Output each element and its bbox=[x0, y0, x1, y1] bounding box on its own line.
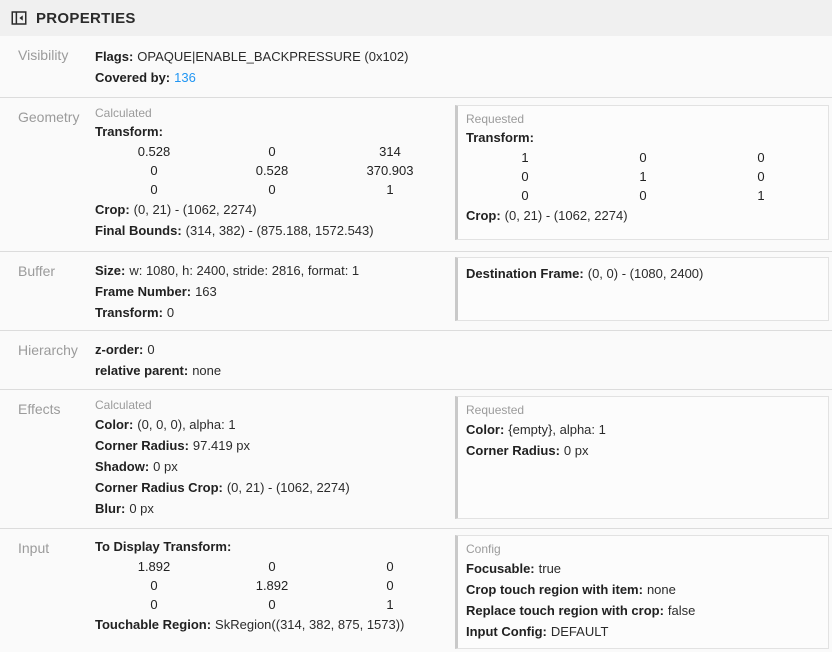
destination-frame-row bbox=[466, 263, 820, 284]
relative-parent-label: relative parent: bbox=[95, 363, 189, 378]
buffer-transform-label: Transform: bbox=[95, 305, 163, 320]
matrix-cell: 1 bbox=[639, 169, 647, 184]
crop-value: (0, 21) - (1062, 2274) bbox=[133, 202, 257, 217]
matrix-cell: 1 bbox=[521, 150, 529, 165]
matrix-cell: 0 bbox=[757, 169, 765, 184]
matrix-cell: 0 bbox=[521, 188, 529, 203]
destination-frame-value: (0, 0) - (1080, 2400) bbox=[587, 266, 704, 281]
requested-group-label: Requested bbox=[466, 112, 525, 126]
shadow-label: Shadow: bbox=[95, 459, 150, 474]
final-bounds-row bbox=[95, 220, 455, 241]
calculated-transform-matrix bbox=[95, 142, 455, 199]
section-label-visibility: Visibility bbox=[18, 47, 69, 63]
corner-radius-label: Corner Radius: bbox=[466, 443, 560, 458]
section-label-input: Input bbox=[18, 540, 50, 556]
effects-requested-box bbox=[455, 396, 829, 519]
input-config-box bbox=[455, 535, 829, 649]
matrix-cell: 1 bbox=[386, 597, 394, 612]
calculated-group-label: Calculated bbox=[95, 106, 152, 120]
matrix-cell: 1.892 bbox=[137, 559, 171, 574]
transform-label: Transform: bbox=[95, 124, 163, 139]
corner-radius-crop-value: (0, 21) - (1062, 2274) bbox=[226, 480, 350, 495]
corner-radius-label: Corner Radius: bbox=[95, 438, 189, 453]
corner-radius-row bbox=[466, 440, 820, 461]
z-order-row bbox=[95, 339, 455, 360]
flags-row bbox=[95, 46, 455, 67]
replace-touch-region-value: false bbox=[667, 603, 696, 618]
frame-number-row bbox=[95, 281, 455, 302]
z-order-value: 0 bbox=[147, 342, 155, 357]
color-label: Color: bbox=[466, 422, 505, 437]
flags-value: OPAQUE|ENABLE_BACKPRESSURE (0x102) bbox=[137, 49, 409, 64]
to-display-transform-matrix bbox=[95, 557, 455, 614]
input-config-value: DEFAULT bbox=[550, 624, 609, 639]
matrix-cell: 0 bbox=[150, 597, 158, 612]
matrix-cell: 1.892 bbox=[255, 578, 289, 593]
matrix-cell: 0 bbox=[386, 578, 394, 593]
color-value: {empty}, alpha: 1 bbox=[508, 422, 606, 437]
relative-parent-value: none bbox=[192, 363, 222, 378]
properties-panel bbox=[0, 36, 832, 649]
crop-touch-region-label: Crop touch region with item: bbox=[466, 582, 643, 597]
matrix-cell: 1 bbox=[386, 182, 394, 197]
touchable-region-value: SkRegion((314, 382, 875, 1573)) bbox=[215, 617, 405, 632]
destination-frame-label: Destination Frame: bbox=[466, 266, 584, 281]
blur-row bbox=[95, 498, 455, 519]
crop-row bbox=[466, 205, 820, 226]
final-bounds-label: Final Bounds: bbox=[95, 223, 182, 238]
crop-touch-region-value: none bbox=[646, 582, 676, 597]
z-order-label: z-order: bbox=[95, 342, 144, 357]
replace-touch-region-label: Replace touch region with crop: bbox=[466, 603, 664, 618]
crop-row bbox=[95, 199, 455, 220]
matrix-cell: 0.528 bbox=[255, 163, 289, 178]
section-buffer bbox=[0, 252, 832, 331]
touchable-region-row bbox=[95, 614, 455, 635]
crop-label: Crop: bbox=[466, 208, 501, 223]
section-visibility bbox=[0, 36, 832, 98]
frame-number-label: Frame Number: bbox=[95, 284, 192, 299]
color-value: (0, 0, 0), alpha: 1 bbox=[137, 417, 236, 432]
corner-radius-crop-label: Corner Radius Crop: bbox=[95, 480, 223, 495]
section-input bbox=[0, 529, 832, 649]
matrix-cell: 314 bbox=[379, 144, 401, 159]
matrix-cell: 0 bbox=[150, 163, 158, 178]
matrix-cell: 0 bbox=[268, 597, 276, 612]
matrix-cell: 0 bbox=[639, 188, 647, 203]
covered-by-link[interactable]: 136 bbox=[174, 70, 196, 85]
crop-touch-region-row bbox=[466, 579, 820, 600]
relative-parent-row bbox=[95, 360, 455, 381]
panel-split-icon bbox=[10, 9, 28, 27]
matrix-cell: 0 bbox=[757, 150, 765, 165]
buffer-destination-box bbox=[455, 257, 829, 321]
corner-radius-value: 0 px bbox=[563, 443, 589, 458]
section-geometry bbox=[0, 98, 832, 252]
transform-label: Transform: bbox=[466, 130, 534, 145]
size-label: Size: bbox=[95, 263, 126, 278]
matrix-cell: 0 bbox=[268, 144, 276, 159]
config-group-label: Config bbox=[466, 542, 501, 556]
shadow-value: 0 px bbox=[153, 459, 178, 474]
section-label-buffer: Buffer bbox=[18, 263, 56, 279]
input-config-row bbox=[466, 621, 820, 642]
blur-label: Blur: bbox=[95, 501, 126, 516]
focusable-row bbox=[466, 558, 820, 579]
corner-radius-row bbox=[95, 435, 455, 456]
section-hierarchy bbox=[0, 331, 832, 390]
touchable-region-label: Touchable Region: bbox=[95, 617, 212, 632]
section-label-hierarchy: Hierarchy bbox=[18, 342, 78, 358]
blur-value: 0 px bbox=[129, 501, 154, 516]
to-display-transform-label: To Display Transform: bbox=[95, 539, 232, 554]
matrix-cell: 0 bbox=[521, 169, 529, 184]
replace-touch-region-row bbox=[466, 600, 820, 621]
calculated-group-label: Calculated bbox=[95, 398, 152, 412]
crop-value: (0, 21) - (1062, 2274) bbox=[504, 208, 628, 223]
matrix-cell: 0 bbox=[150, 182, 158, 197]
matrix-cell: 0 bbox=[268, 559, 276, 574]
matrix-cell: 1 bbox=[757, 188, 765, 203]
focusable-value: true bbox=[538, 561, 562, 576]
properties-header bbox=[0, 0, 832, 36]
frame-number-value: 163 bbox=[195, 284, 217, 299]
requested-transform-matrix bbox=[466, 148, 820, 205]
matrix-cell: 0 bbox=[639, 150, 647, 165]
corner-radius-value: 97.419 px bbox=[192, 438, 251, 453]
color-row bbox=[466, 419, 820, 440]
color-label: Color: bbox=[95, 417, 134, 432]
section-effects bbox=[0, 390, 832, 529]
final-bounds-value: (314, 382) - (875.188, 1572.543) bbox=[185, 223, 374, 238]
matrix-cell: 0.528 bbox=[137, 144, 171, 159]
buffer-transform-value: 0 bbox=[166, 305, 175, 320]
crop-label: Crop: bbox=[95, 202, 130, 217]
covered-by-label: Covered by: bbox=[95, 70, 171, 85]
covered-by-row bbox=[95, 67, 455, 88]
focusable-label: Focusable: bbox=[466, 561, 535, 576]
matrix-cell: 370.903 bbox=[366, 163, 414, 178]
page-title: PROPERTIES bbox=[36, 9, 136, 27]
buffer-transform-row bbox=[95, 302, 455, 323]
size-value: w: 1080, h: 2400, stride: 2816, format: 1 bbox=[129, 263, 360, 278]
size-row bbox=[95, 260, 455, 281]
section-label-effects: Effects bbox=[18, 401, 61, 417]
corner-radius-crop-row bbox=[95, 477, 455, 498]
input-config-label: Input Config: bbox=[466, 624, 547, 639]
matrix-cell: 0 bbox=[268, 182, 276, 197]
shadow-row bbox=[95, 456, 455, 477]
geometry-requested-box bbox=[455, 105, 829, 240]
matrix-cell: 0 bbox=[386, 559, 394, 574]
section-label-geometry: Geometry bbox=[18, 109, 80, 125]
color-row bbox=[95, 414, 455, 435]
matrix-cell: 0 bbox=[150, 578, 158, 593]
flags-label: Flags: bbox=[95, 49, 134, 64]
requested-group-label: Requested bbox=[466, 403, 525, 417]
